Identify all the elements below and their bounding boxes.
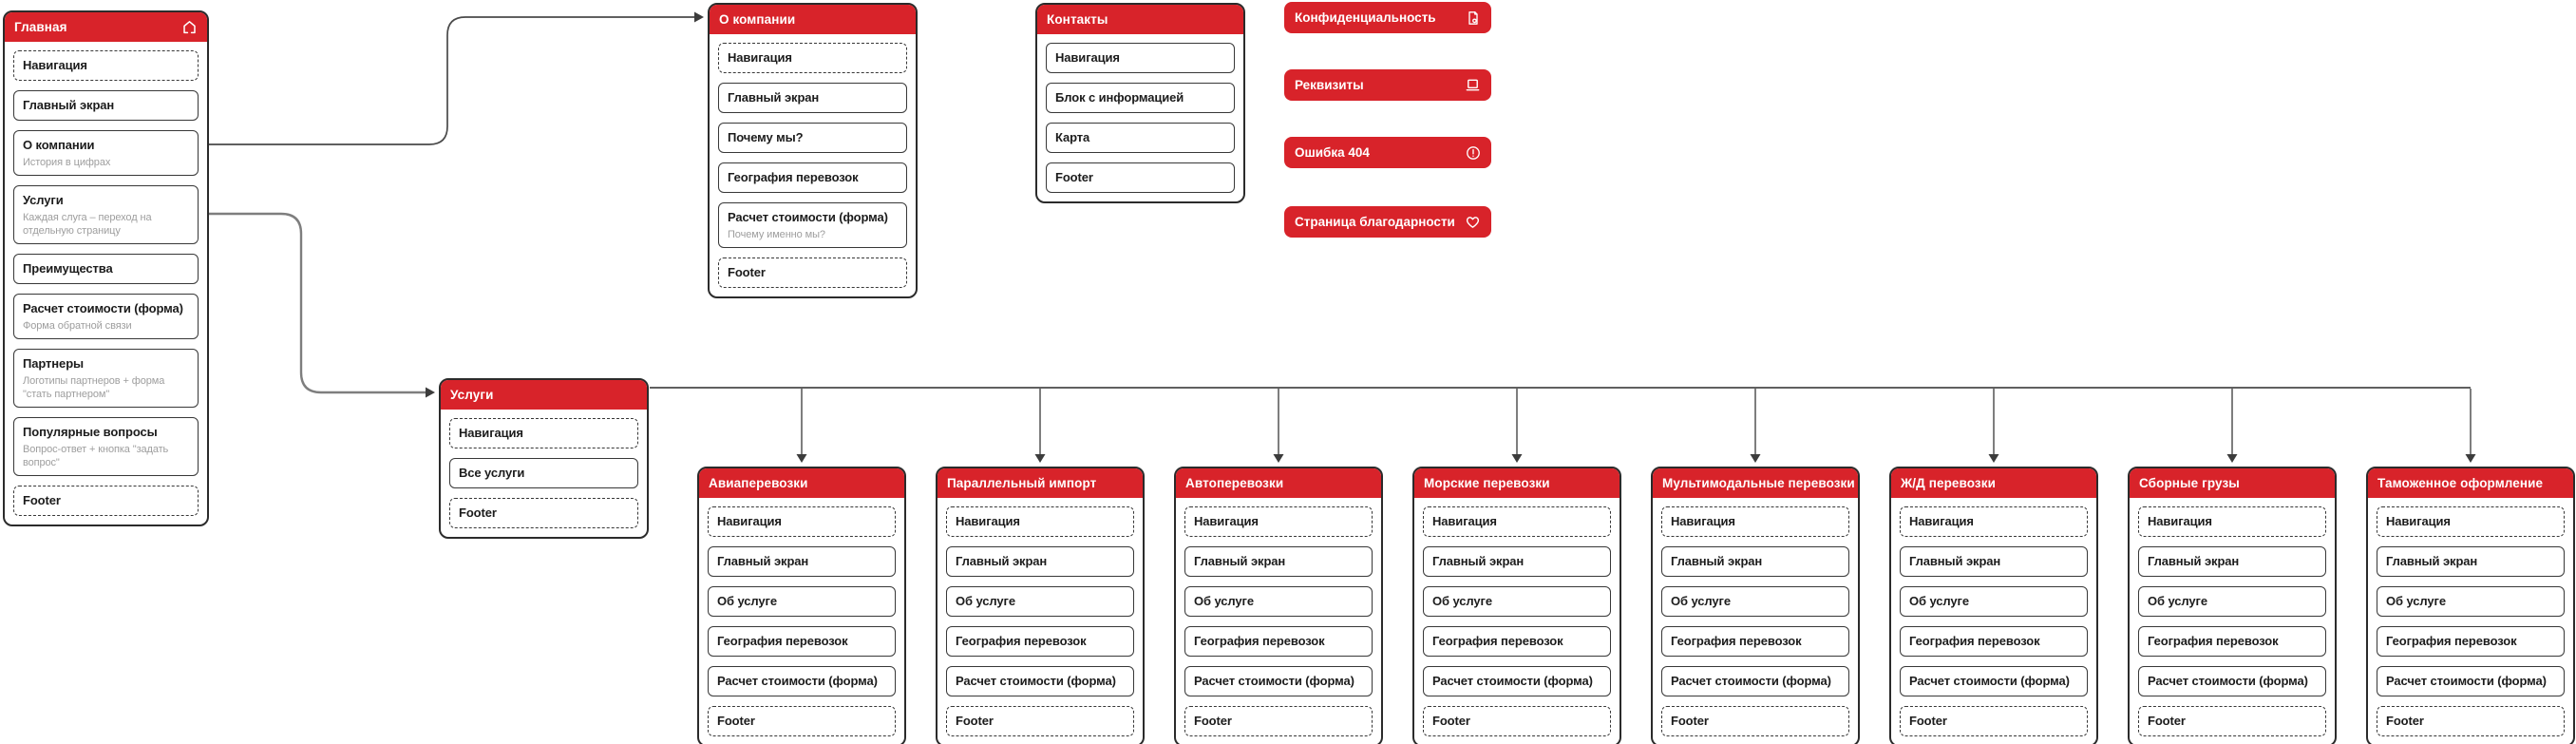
badge-requisites[interactable] <box>1284 69 1491 101</box>
card-item[interactable] <box>718 202 907 248</box>
card-item-label: Преимущества <box>23 261 113 276</box>
card-item[interactable] <box>1661 506 1849 537</box>
card-item-label: Партнеры <box>23 356 85 371</box>
card-main[interactable] <box>3 10 209 526</box>
card-body <box>1653 498 1858 744</box>
card-item-label: Навигация <box>728 50 792 65</box>
card-item-label: Расчет стоимости (форма) <box>717 674 878 688</box>
card-item-sublabel: Форма обратной связи <box>23 320 132 332</box>
card-item[interactable] <box>449 458 638 488</box>
card-title: Сборные грузы <box>2139 476 2240 490</box>
card-header <box>1037 5 1243 34</box>
card-sea-freight[interactable] <box>1412 467 1621 744</box>
alert-circle-icon <box>1466 145 1481 161</box>
card-item[interactable] <box>13 130 199 176</box>
card-body <box>1891 498 2096 744</box>
card-item[interactable] <box>2138 506 2326 537</box>
arrowhead-drop <box>2466 454 2476 463</box>
card-item-label: Главный экран <box>717 554 809 568</box>
card-item[interactable] <box>1661 586 1849 617</box>
card-item-label: География перевозок <box>956 634 1087 648</box>
card-header <box>1891 468 2096 498</box>
arrowhead-drop <box>797 454 807 463</box>
card-item-label: Расчет стоимости (форма) <box>956 674 1116 688</box>
arrowhead-drop <box>1035 454 1046 463</box>
card-item-label: Популярные вопросы <box>23 425 158 439</box>
card-item[interactable] <box>708 626 896 657</box>
card-item[interactable] <box>718 83 907 113</box>
card-item[interactable] <box>2138 626 2326 657</box>
card-item[interactable] <box>1184 666 1373 696</box>
card-header <box>699 468 904 498</box>
card-item[interactable] <box>1423 586 1611 617</box>
card-item[interactable] <box>718 43 907 73</box>
card-item[interactable] <box>708 546 896 577</box>
card-item-sublabel: Логотипы партнеров + форма "стать партнером" <box>23 375 165 400</box>
card-item-label: Footer <box>728 265 766 279</box>
card-item-label: Главный экран <box>1909 554 2001 568</box>
card-header <box>2368 468 2573 498</box>
card-item-label: Об услуге <box>1909 594 1969 608</box>
card-item[interactable] <box>1661 626 1849 657</box>
card-auto-freight[interactable] <box>1174 467 1383 744</box>
card-item[interactable] <box>1900 546 2088 577</box>
arrowhead-drop <box>1512 454 1523 463</box>
card-item[interactable] <box>1900 626 2088 657</box>
card-item[interactable] <box>1900 586 2088 617</box>
card-rail-freight[interactable] <box>1889 467 2098 744</box>
card-item-label: География перевозок <box>717 634 848 648</box>
card-item-label: Навигация <box>717 514 782 528</box>
card-item[interactable] <box>946 546 1134 577</box>
card-item[interactable] <box>946 666 1134 696</box>
card-body <box>710 34 916 296</box>
card-item[interactable] <box>1423 666 1611 696</box>
card-item[interactable] <box>2377 586 2565 617</box>
card-item[interactable] <box>1184 586 1373 617</box>
arrowhead-about <box>694 12 704 23</box>
card-item-label: Расчет стоимости (форма) <box>2386 674 2547 688</box>
card-item-label: География перевозок <box>1909 634 2040 648</box>
card-item[interactable] <box>1046 43 1235 73</box>
card-multimodal-freight[interactable] <box>1651 467 1860 744</box>
card-item[interactable] <box>13 294 199 339</box>
card-item[interactable] <box>1046 83 1235 113</box>
card-customs-clearance[interactable] <box>2366 467 2575 744</box>
card-title: О компании <box>719 12 796 27</box>
card-item-label: Footer <box>1671 714 1709 728</box>
card-item-label: Почему мы? <box>728 130 804 144</box>
badge-label: Страница благодарности <box>1295 215 1455 229</box>
card-item[interactable] <box>13 486 199 516</box>
card-item[interactable] <box>718 123 907 153</box>
card-item-label: Карта <box>1055 130 1090 144</box>
card-item-label: География перевозок <box>2148 634 2279 648</box>
card-item[interactable] <box>708 706 896 736</box>
card-item-label: Footer <box>956 714 994 728</box>
card-body <box>1037 34 1243 201</box>
card-item-sublabel: Почему именно мы? <box>728 229 825 240</box>
card-item[interactable] <box>1184 506 1373 537</box>
card-item[interactable] <box>2377 626 2565 657</box>
card-item-label: Навигация <box>1671 514 1735 528</box>
card-title: Параллельный импорт <box>947 476 1097 490</box>
card-item-label: Footer <box>2386 714 2424 728</box>
card-item[interactable] <box>1423 706 1611 736</box>
card-header <box>5 12 207 42</box>
card-parallel-import[interactable] <box>936 467 1145 744</box>
card-body <box>441 410 647 537</box>
heart-icon <box>1465 214 1481 230</box>
card-title: Контакты <box>1047 12 1108 27</box>
card-item-label: Блок с информацией <box>1055 90 1184 105</box>
card-item[interactable] <box>13 185 199 244</box>
card-item[interactable] <box>1900 666 2088 696</box>
card-body <box>2368 498 2573 744</box>
arrowhead-drop <box>1989 454 1999 463</box>
card-item[interactable] <box>13 254 199 284</box>
card-item-label: Главный экран <box>1671 554 1763 568</box>
card-item-label: Навигация <box>1909 514 1974 528</box>
card-item-label: Навигация <box>956 514 1020 528</box>
card-item-sublabel: Каждая слуга – переход на отдельную страницу <box>23 212 152 237</box>
card-item-label: Footer <box>1909 714 1947 728</box>
card-item[interactable] <box>946 706 1134 736</box>
card-item[interactable] <box>708 506 896 537</box>
arrowhead-drop <box>1274 454 1284 463</box>
card-item[interactable] <box>2138 666 2326 696</box>
card-item[interactable] <box>946 506 1134 537</box>
connector-main-to-about <box>203 17 694 144</box>
card-item[interactable] <box>2138 546 2326 577</box>
card-item[interactable] <box>2377 666 2565 696</box>
card-item-label: Расчет стоимости (форма) <box>728 210 888 224</box>
connector-service-drops <box>797 389 2476 463</box>
card-item-label: Главный экран <box>1432 554 1525 568</box>
badge-privacy[interactable] <box>1284 2 1491 33</box>
card-item[interactable] <box>449 418 638 448</box>
card-item-label: Навигация <box>1432 514 1497 528</box>
card-item-label: Расчет стоимости (форма) <box>1194 674 1354 688</box>
card-item-label: Навигация <box>2148 514 2212 528</box>
card-item[interactable] <box>1184 626 1373 657</box>
card-item-label: О компании <box>23 138 95 152</box>
card-item-label: Главный экран <box>956 554 1048 568</box>
card-item-label: Услуги <box>23 193 64 207</box>
card-item[interactable] <box>449 498 638 528</box>
card-item-label: Главный экран <box>2386 554 2478 568</box>
badge-label: Реквизиты <box>1295 78 1364 92</box>
card-item-label: Footer <box>459 506 497 520</box>
card-item[interactable] <box>2138 706 2326 736</box>
card-item-label: Об услуге <box>1194 594 1254 608</box>
card-item-label: Footer <box>1432 714 1470 728</box>
card-item[interactable] <box>708 666 896 696</box>
card-item-label: Главный экран <box>728 90 820 105</box>
card-item-label: Расчет стоимости (форма) <box>1671 674 1831 688</box>
card-item-label: География перевозок <box>728 170 859 184</box>
laptop-icon <box>1465 77 1481 93</box>
card-body <box>938 498 1143 744</box>
card-item[interactable] <box>1046 162 1235 193</box>
card-item-label: Footer <box>1055 170 1093 184</box>
card-title: Морские перевозки <box>1424 476 1550 490</box>
card-item-label: Расчет стоимости (форма) <box>1909 674 2070 688</box>
card-title: Мультимодальные перевозки <box>1662 476 1855 490</box>
card-item-label: Навигация <box>23 58 87 72</box>
card-item-label: Навигация <box>1194 514 1259 528</box>
card-item-sublabel: История в цифрах <box>23 157 111 168</box>
card-item[interactable] <box>1423 626 1611 657</box>
card-item[interactable] <box>718 162 907 193</box>
card-item-label: Навигация <box>459 426 523 440</box>
card-item-label: Навигация <box>2386 514 2451 528</box>
card-item[interactable] <box>708 586 896 617</box>
home-icon <box>181 19 198 35</box>
card-item-label: География перевозок <box>1432 634 1563 648</box>
card-item-label: География перевозок <box>1671 634 1802 648</box>
card-item-label: Главный экран <box>1194 554 1286 568</box>
card-item[interactable] <box>1661 706 1849 736</box>
card-item-label: Расчет стоимости (форма) <box>1432 674 1593 688</box>
card-item[interactable] <box>1184 546 1373 577</box>
card-item-label: Об услуге <box>2148 594 2207 608</box>
card-header <box>710 5 916 34</box>
card-header <box>441 380 647 410</box>
card-item[interactable] <box>1900 506 2088 537</box>
card-item[interactable] <box>13 50 199 81</box>
card-item-label: Главный экран <box>2148 554 2240 568</box>
card-header <box>1176 468 1381 498</box>
card-item-label: Об услуге <box>956 594 1015 608</box>
card-item[interactable] <box>2138 586 2326 617</box>
card-header <box>938 468 1143 498</box>
card-groupage-cargo[interactable] <box>2128 467 2337 744</box>
card-item-label: Расчет стоимости (форма) <box>23 301 183 315</box>
card-title: Автоперевозки <box>1185 476 1284 490</box>
arrowhead-drop <box>1751 454 1761 463</box>
card-item[interactable] <box>13 90 199 121</box>
badge-error-404[interactable] <box>1284 137 1491 168</box>
card-item-label: Footer <box>23 493 61 507</box>
card-title: Ж/Д перевозки <box>1901 476 1996 490</box>
badge-label: Конфиденциальность <box>1295 10 1436 25</box>
card-services[interactable] <box>439 378 649 539</box>
card-item-label: Footer <box>717 714 755 728</box>
card-item[interactable] <box>2377 706 2565 736</box>
card-item-label: География перевозок <box>1194 634 1325 648</box>
card-air-freight[interactable] <box>697 467 906 744</box>
card-header <box>2130 468 2335 498</box>
card-item-label: Footer <box>1194 714 1232 728</box>
card-item-label: Об услуге <box>717 594 777 608</box>
card-item[interactable] <box>946 626 1134 657</box>
card-item-label: География перевозок <box>2386 634 2517 648</box>
card-item[interactable] <box>1423 506 1611 537</box>
badge-label: Ошибка 404 <box>1295 145 1370 160</box>
card-item-label: Расчет стоимости (форма) <box>2148 674 2308 688</box>
card-body <box>1414 498 1619 744</box>
card-title: Главная <box>14 20 67 34</box>
card-item-label: Об услуге <box>2386 594 2446 608</box>
card-item[interactable] <box>1900 706 2088 736</box>
card-item-label: Навигация <box>1055 50 1120 65</box>
card-item-label: Об услуге <box>1432 594 1492 608</box>
connector-main-to-services <box>203 214 426 392</box>
card-contacts[interactable] <box>1035 3 1245 203</box>
card-title: Услуги <box>450 388 494 402</box>
card-item[interactable] <box>1661 546 1849 577</box>
document-icon <box>1466 10 1481 26</box>
card-item[interactable] <box>13 349 199 408</box>
card-item[interactable] <box>1046 123 1235 153</box>
arrowhead-services <box>426 388 435 398</box>
badge-thank-you-page[interactable] <box>1284 206 1491 238</box>
card-item[interactable] <box>1423 546 1611 577</box>
card-about[interactable] <box>708 3 918 298</box>
card-body <box>1176 498 1381 744</box>
card-title: Авиаперевозки <box>709 476 808 490</box>
card-title: Таможенное оформление <box>2377 476 2544 490</box>
card-item[interactable] <box>1184 706 1373 736</box>
card-item[interactable] <box>13 417 199 476</box>
card-body <box>699 498 904 744</box>
card-item-label: Все услуги <box>459 466 525 480</box>
card-item[interactable] <box>2377 506 2565 537</box>
card-item-sublabel: Вопрос-ответ + кнопка "задать вопрос" <box>23 444 169 468</box>
arrowhead-drop <box>2227 454 2238 463</box>
card-item[interactable] <box>2377 546 2565 577</box>
card-item-label: Footer <box>2148 714 2186 728</box>
card-item-label: Главный экран <box>23 98 115 112</box>
card-header <box>1414 468 1619 498</box>
card-item[interactable] <box>718 258 907 288</box>
card-item-label: Об услуге <box>1671 594 1731 608</box>
card-body <box>5 42 207 525</box>
card-body <box>2130 498 2335 744</box>
card-header <box>1653 468 1858 498</box>
card-item[interactable] <box>1661 666 1849 696</box>
card-item[interactable] <box>946 586 1134 617</box>
